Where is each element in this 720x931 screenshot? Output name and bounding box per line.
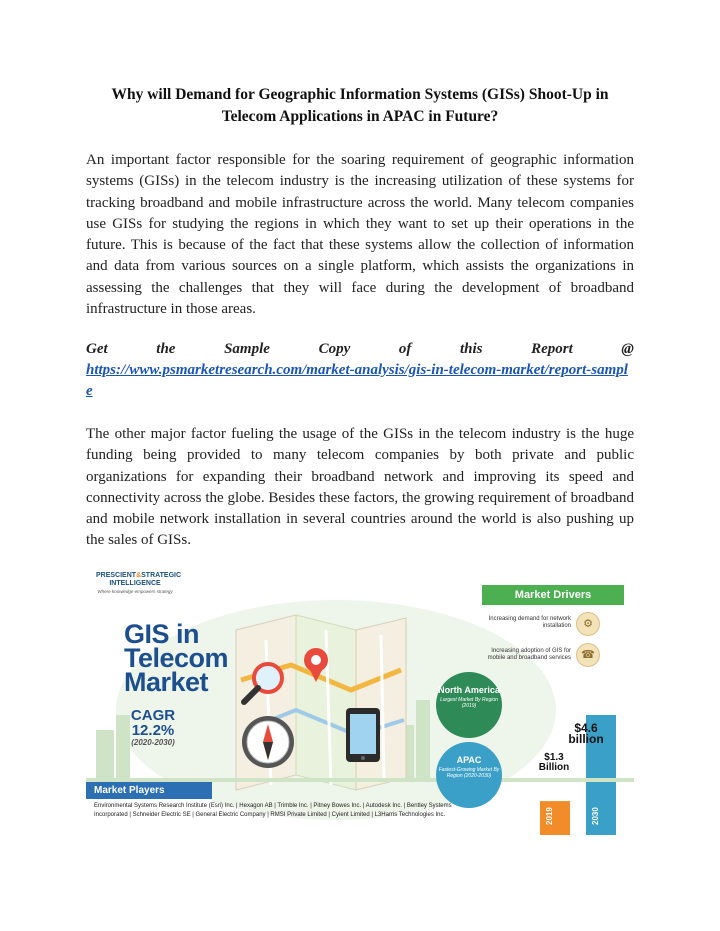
title-line: Market — [124, 667, 209, 697]
bar-2019-value: $1.3 Billion — [538, 752, 570, 773]
word: Copy — [318, 341, 351, 357]
report-sample-link[interactable]: https://www.psmarketresearch.com/market-analysis/gis-in-telecom-market/report-sample — [86, 362, 628, 399]
region-name: North America — [438, 685, 500, 695]
logo-text: PRESCIENT — [96, 572, 137, 579]
word: Report — [531, 341, 573, 357]
region-desc: Fastest-Growing Market By Region (2020-2030) — [438, 767, 500, 779]
word: of — [398, 341, 412, 357]
compass-icon — [242, 716, 294, 768]
logo-text: INTELLIGENCE — [109, 580, 161, 587]
cagr-value: 12.2% — [131, 722, 175, 739]
region-name: APAC — [456, 755, 482, 765]
gis-infographic — [86, 560, 634, 840]
mobile-icon: ☎ — [576, 643, 600, 667]
title-line: GIS in — [124, 619, 200, 649]
word: Get — [86, 341, 108, 357]
title-line: Telecom — [124, 643, 229, 673]
bar-2019-year: 2019 — [545, 807, 554, 825]
region-apac — [436, 742, 502, 808]
market-drivers-heading: Market Drivers — [482, 585, 624, 605]
paragraph-funding: The other major factor fueling the usage of the GISs in the telecom industry is the huge funding being provided to many telecom companies by both private and public organizations for expanding their broadband network and improving its speed and connectivity across the globe. Besides these factors, the growing requirement of broadband and mobile network installation in several countries around the world is also pushing up the sales of GISs. — [86, 426, 634, 549]
bar-2030-value: $4.6 billion — [568, 721, 604, 746]
infographic-title — [124, 619, 229, 697]
company-logo — [96, 572, 182, 596]
cagr-label: CAGR — [130, 707, 176, 724]
network-icon: ⚙ — [576, 612, 600, 636]
driver-network-installation: Increasing demand for network installation — [488, 616, 571, 629]
tablet-illustration — [346, 708, 380, 762]
paragraph-intro: An important factor responsible for the soaring requirement of geographic information systems (GISs) in the telecom industry is the increasing utilization of these systems for tracking broadband and mobile infrastructure across the world. Many telecom companies use GISs for studying the regions in which they want to set up their operations in the future. This is because of the fact that these systems allow the collection of information and data from various sources on a single platform, which assists the organizations in assessing the challenges that they will face during the development of broadband infrastructure in those areas. — [86, 152, 634, 318]
word: @ — [621, 341, 634, 357]
cagr-period: (2020-2030) — [131, 738, 175, 747]
logo-ampersand: & — [136, 572, 142, 579]
word: Sample — [224, 341, 270, 357]
article-title: Why will Demand for Geographic Information Systems (GISs) Shoot-Up in Telecom Applications in APAC in Future? — [111, 86, 609, 125]
market-players-list: Environmental Systems Research Institute (Esri) Inc. | Hexagon AB | Trimble Inc. | Pitney Bowes Inc. | Autodesk Inc. | Bentley Systems Incorporated | Schneider Electric SE | General Electric Company | RMSI Private Limited | Cyient Limited | L3Harris Technologies Inc. — [94, 803, 452, 818]
word: this — [459, 341, 483, 357]
sample-copy-words — [86, 339, 634, 360]
bar-2030-year: 2030 — [591, 807, 600, 825]
driver-gis-adoption: Increasing adoption of GIS for mobile and broadband services — [487, 648, 571, 661]
region-north-america — [436, 672, 502, 738]
market-players-heading: Market Players — [86, 782, 212, 799]
region-desc: Largest Market By Region (2019) — [440, 697, 498, 709]
cagr-badge — [116, 708, 190, 747]
sample-copy-line — [86, 339, 634, 402]
word: the — [156, 341, 176, 357]
logo-tagline: Where knowledge empowers strategy — [97, 589, 173, 594]
logo-text: STRATEGIC — [141, 572, 182, 579]
